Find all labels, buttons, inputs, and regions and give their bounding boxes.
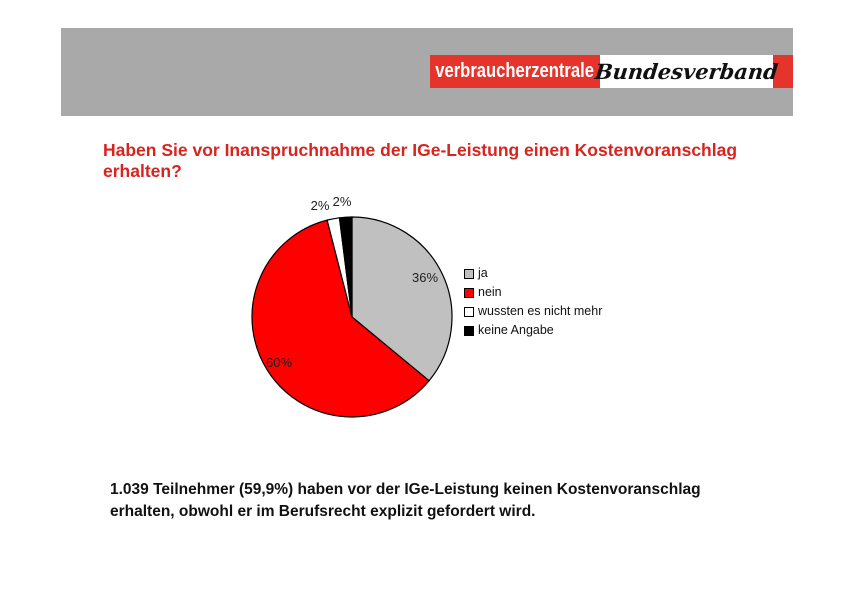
page-title-line1: Haben Sie vor Inanspruchnahme der IGe-Leistung einen Kostenvoranschlag	[103, 140, 738, 160]
legend-label-keine-angabe: keine Angabe	[478, 323, 554, 337]
chart-legend	[464, 267, 602, 337]
summary-line2: erhalten, obwohl er im Berufsrecht explizit gefordert wird.	[110, 503, 536, 520]
logo-bundesverband	[593, 55, 780, 88]
pie-value-label: 2%	[310, 198, 330, 213]
logo-verbraucherzentrale	[430, 55, 600, 88]
pie-value-label: 2%	[332, 195, 352, 209]
legend-item-ja	[464, 267, 602, 280]
legend-item-nein	[464, 286, 602, 299]
page-title	[103, 140, 823, 182]
legend-item-keine-angabe	[464, 324, 602, 337]
page-title-line2: erhalten?	[103, 161, 182, 181]
pie-value-label: 60%	[265, 355, 293, 370]
logo-secondary-text: Bundesverband	[593, 59, 780, 84]
vzbv-logo	[430, 55, 793, 88]
summary-line1: 1.039 Teilnehmer (59,9%) haben vor der IGe-Leistung keinen Kostenvoranschlag	[110, 481, 701, 498]
pie-value-label: 36%	[411, 270, 439, 285]
legend-label-ja: ja	[478, 266, 488, 280]
header-bar	[61, 28, 793, 116]
legend-label-nein: nein	[478, 285, 502, 299]
legend-swatch-nein	[464, 288, 474, 298]
pie-chart	[232, 195, 472, 435]
legend-swatch-ja	[464, 269, 474, 279]
legend-swatch-wussten-es-nicht-mehr	[464, 307, 474, 317]
logo-primary-text: verbraucherzentrale	[435, 60, 595, 82]
legend-swatch-keine-angabe	[464, 326, 474, 336]
legend-label-wussten-es-nicht-mehr: wussten es nicht mehr	[478, 304, 603, 318]
legend-item-wussten-es-nicht-mehr	[464, 305, 602, 318]
summary-text	[110, 479, 810, 523]
